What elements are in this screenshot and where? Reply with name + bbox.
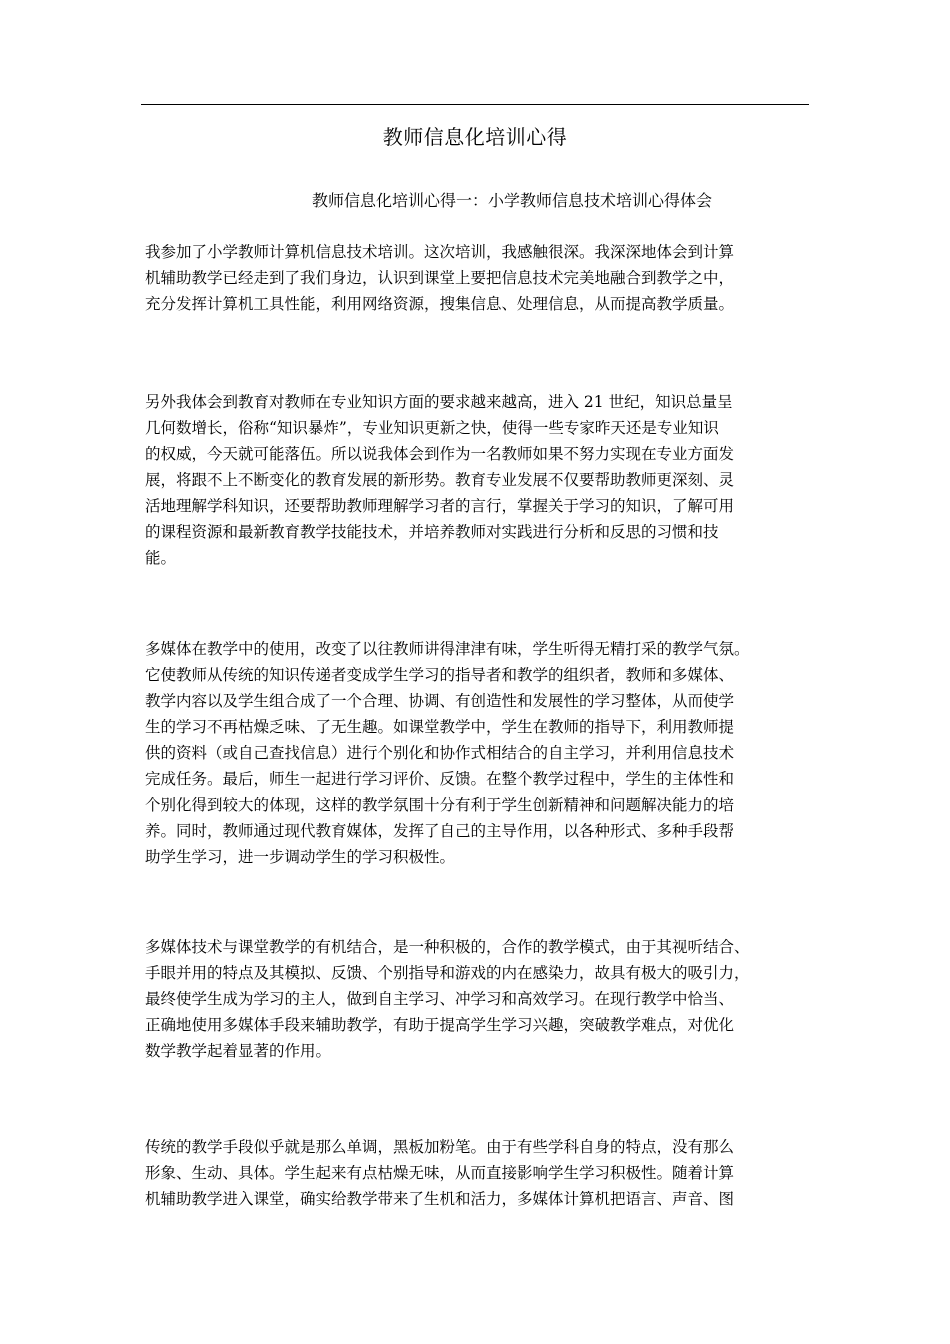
paragraph-line: 活地理解学科知识，还要帮助教师理解学习者的言行，掌握关于学习的知识，了解可用 <box>145 497 735 515</box>
paragraph-line: 个别化得到较大的体现，这样的教学氛围十分有利于学生创新精神和问题解决能力的培 <box>145 796 735 814</box>
document-subtitle: 教师信息化培训心得一：小学教师信息技术培训心得体会 <box>312 191 713 210</box>
paragraph-line: 几何数增长，俗称“知识暴炸”，专业知识更新之快，使得一些专家昨天还是专业知识 <box>145 419 719 437</box>
paragraph-line: 它使教师从传统的知识传递者变成学生学习的指导者和教学的组织者，教师和多媒体、 <box>145 666 735 684</box>
paragraph-line: 多媒体技术与课堂教学的有机结合，是一种积极的，合作的教学模式，由于其视听结合、 <box>145 938 750 956</box>
paragraph-line: 形象、生动、具体。学生起来有点枯燥无味，从而直接影响学生学习积极性。随着计算 <box>145 1164 735 1182</box>
paragraph-line: 教学内容以及学生组合成了一个合理、协调、有创造性和发展性的学习整体，从而使学 <box>145 692 735 710</box>
paragraph-line: 养。同时，教师通过现代教育媒体，发挥了自己的主导作用，以各种形式、多种手段帮 <box>145 822 735 840</box>
paragraph-line: 生的学习不再枯燥乏味、了无生趣。如课堂教学中，学生在教师的指导下，利用教师提 <box>145 718 735 736</box>
paragraph-line: 的权威，今天就可能落伍。所以说我体会到作为一名教师如果不努力实现在专业方面发 <box>145 445 735 463</box>
paragraph-line: 的课程资源和最新教育教学技能技术，并培养教师对实践进行分析和反思的习惯和技 <box>145 523 719 541</box>
paragraph-line: 传统的教学手段似乎就是那么单调，黑板加粉笔。由于有些学科自身的特点，没有那么 <box>145 1138 735 1156</box>
paragraph-line: 我参加了小学教师计算机信息技术培训。这次培训，我感触很深。我深深地体会到计算 <box>145 243 735 261</box>
paragraph-3 <box>145 636 813 870</box>
paragraph-4 <box>145 934 813 1064</box>
document-title: 教师信息化培训心得 <box>382 125 568 149</box>
paragraph-2 <box>145 389 813 571</box>
paragraph-line: 机辅助教学已经走到了我们身边，认识到课堂上要把信息技术完美地融合到教学之中， <box>145 269 735 287</box>
paragraph-line: 充分发挥计算机工具性能，利用网络资源，搜集信息、处理信息，从而提高教学质量。 <box>145 295 735 313</box>
paragraph-line: 数学教学起着显著的作用。 <box>145 1042 332 1060</box>
header-rule <box>141 104 809 105</box>
paragraph-line: 最终使学生成为学习的主人，做到自主学习、冲学习和高效学习。在现行教学中恰当、 <box>145 990 735 1008</box>
paragraph-line: 多媒体在教学中的使用，改变了以往教师讲得津津有味，学生听得无精打采的教学气氛。 <box>145 640 750 658</box>
paragraph-5 <box>145 1134 813 1212</box>
paragraph-line: 另外我体会到教育对教师在专业知识方面的要求越来越高，进入 21 世纪，知识总量呈 <box>145 393 733 411</box>
paragraph-line: 手眼并用的特点及其模拟、反馈、个别指导和游戏的内在感染力，故具有极大的吸引力， <box>145 964 750 982</box>
paragraph-line: 助学生学习，进一步调动学生的学习积极性。 <box>145 848 456 866</box>
paragraph-line: 能。 <box>145 549 177 567</box>
paragraph-line: 展，将跟不上不断变化的教育发展的新形势。教育专业发展不仅要帮助教师更深刻、灵 <box>145 471 735 489</box>
paragraph-1 <box>145 239 813 317</box>
paragraph-line: 机辅助教学进入课堂，确实给教学带来了生机和活力，多媒体计算机把语言、声音、图 <box>145 1190 735 1208</box>
paragraph-line: 供的资料（或自己查找信息）进行个别化和协作式相结合的自主学习，并利用信息技术 <box>145 744 735 762</box>
paragraph-line: 正确地使用多媒体手段来辅助教学，有助于提高学生学习兴趣，突破教学难点，对优化 <box>145 1016 735 1034</box>
paragraph-line: 完成任务。最后，师生一起进行学习评价、反馈。在整个教学过程中，学生的主体性和 <box>145 770 735 788</box>
